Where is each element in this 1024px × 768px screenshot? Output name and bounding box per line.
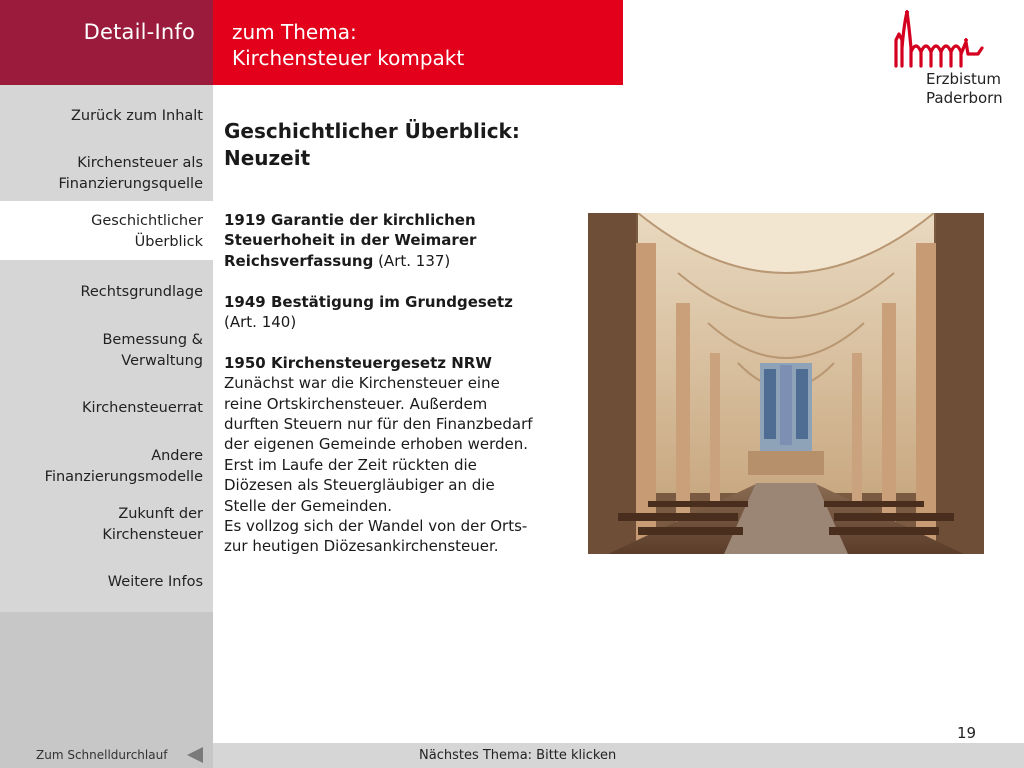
paragraph-1950 xyxy=(224,353,594,557)
page-number: 19 xyxy=(957,724,977,742)
nav-label: Weitere Infos xyxy=(107,574,203,590)
text-line: Es vollzog sich der Wandel von der Orts- xyxy=(224,517,528,536)
page-title-line: Geschichtlicher Überblick: xyxy=(224,119,520,143)
next-topic-link[interactable]: Nächstes Thema: Bitte klicken xyxy=(419,748,617,763)
topic-title: Kirchensteuer kompakt xyxy=(232,46,465,70)
text-line: Erst im Laufe der Zeit rückten die xyxy=(224,455,477,474)
nav-further-info[interactable] xyxy=(0,572,213,594)
page-title-line: Neuzeit xyxy=(224,146,311,170)
section-title: Detail-Info xyxy=(83,20,195,44)
nav-back-to-contents[interactable] xyxy=(0,106,213,128)
nav-label: Bemessung & xyxy=(102,332,203,348)
nav-label: Geschichtlicher xyxy=(91,213,203,229)
nav-label: Überblick xyxy=(134,234,203,250)
text-line: der eigenen Gemeinde erhoben werden. xyxy=(224,435,528,454)
church-interior-photo xyxy=(588,213,984,554)
text-bold: 1950 Kirchensteuergesetz NRW xyxy=(224,353,492,372)
logo-text-line1: Erzbistum xyxy=(926,70,1002,88)
text-line: Zunächst war die Kirchensteuer eine xyxy=(224,374,500,393)
text-line: Diözesen als Steuergläubiger an die xyxy=(224,476,495,495)
nav-historical-overview[interactable] xyxy=(0,201,213,260)
nav-legal-basis[interactable] xyxy=(0,282,213,304)
nav-label: Finanzierungsquelle xyxy=(58,176,203,192)
text-normal: (Art. 137) xyxy=(373,251,451,270)
nav-label: Verwaltung xyxy=(121,353,203,369)
nav-label: Zukunft der xyxy=(118,506,203,522)
back-arrow-icon[interactable] xyxy=(187,747,203,763)
nav-future-church-tax[interactable] xyxy=(0,504,213,546)
paragraph-1949 xyxy=(224,292,594,333)
text-line: zur heutigen Diözesankirchensteuer. xyxy=(224,537,499,556)
topic-header xyxy=(213,0,623,85)
quick-run-link[interactable]: Zum Schnelldurchlauf xyxy=(36,748,168,762)
nav-label: Andere xyxy=(151,448,203,464)
text-bold: Reichsverfassung xyxy=(224,251,374,270)
nav-assessment-administration[interactable] xyxy=(0,330,213,372)
nav-other-funding-models[interactable] xyxy=(0,446,213,488)
text-bold: 1919 Garantie der kirchlichen xyxy=(224,211,476,229)
nav-label: Kirchensteuerrat xyxy=(82,400,203,416)
text-line: Stelle der Gemeinden. xyxy=(224,496,393,515)
nav-church-tax-council[interactable] xyxy=(0,398,213,420)
page-title xyxy=(224,118,520,172)
text-normal: (Art. 140) xyxy=(224,313,297,332)
nav-label: Finanzierungsmodelle xyxy=(44,469,203,485)
nav-label: Rechtsgrundlage xyxy=(80,284,203,300)
section-header xyxy=(0,0,213,85)
text-line: durften Steuern nur für den Finanzbedarf xyxy=(224,415,533,434)
nav-label: Kirchensteuer xyxy=(102,527,203,543)
erzbistum-logo xyxy=(892,8,1017,107)
nav-label: Kirchensteuer als xyxy=(77,155,203,171)
text-line: reine Ortskirchensteuer. Außerdem xyxy=(224,394,488,413)
cathedral-logo-icon xyxy=(892,8,1017,70)
text-bold: 1949 Bestätigung im Grundgesetz xyxy=(224,292,513,311)
content-text xyxy=(224,210,594,557)
topic-label: zum Thema: xyxy=(232,20,357,44)
footer-bar xyxy=(0,743,1024,768)
nav-label: Zurück zum Inhalt xyxy=(70,108,203,124)
sidebar-footer-area xyxy=(0,612,213,743)
logo-text-line2: Paderborn xyxy=(926,89,1003,107)
paragraph-1919 xyxy=(224,210,594,271)
nav-church-tax-as-funding[interactable] xyxy=(0,153,213,195)
text-bold: Steuerhoheit in der Weimarer xyxy=(224,231,477,250)
